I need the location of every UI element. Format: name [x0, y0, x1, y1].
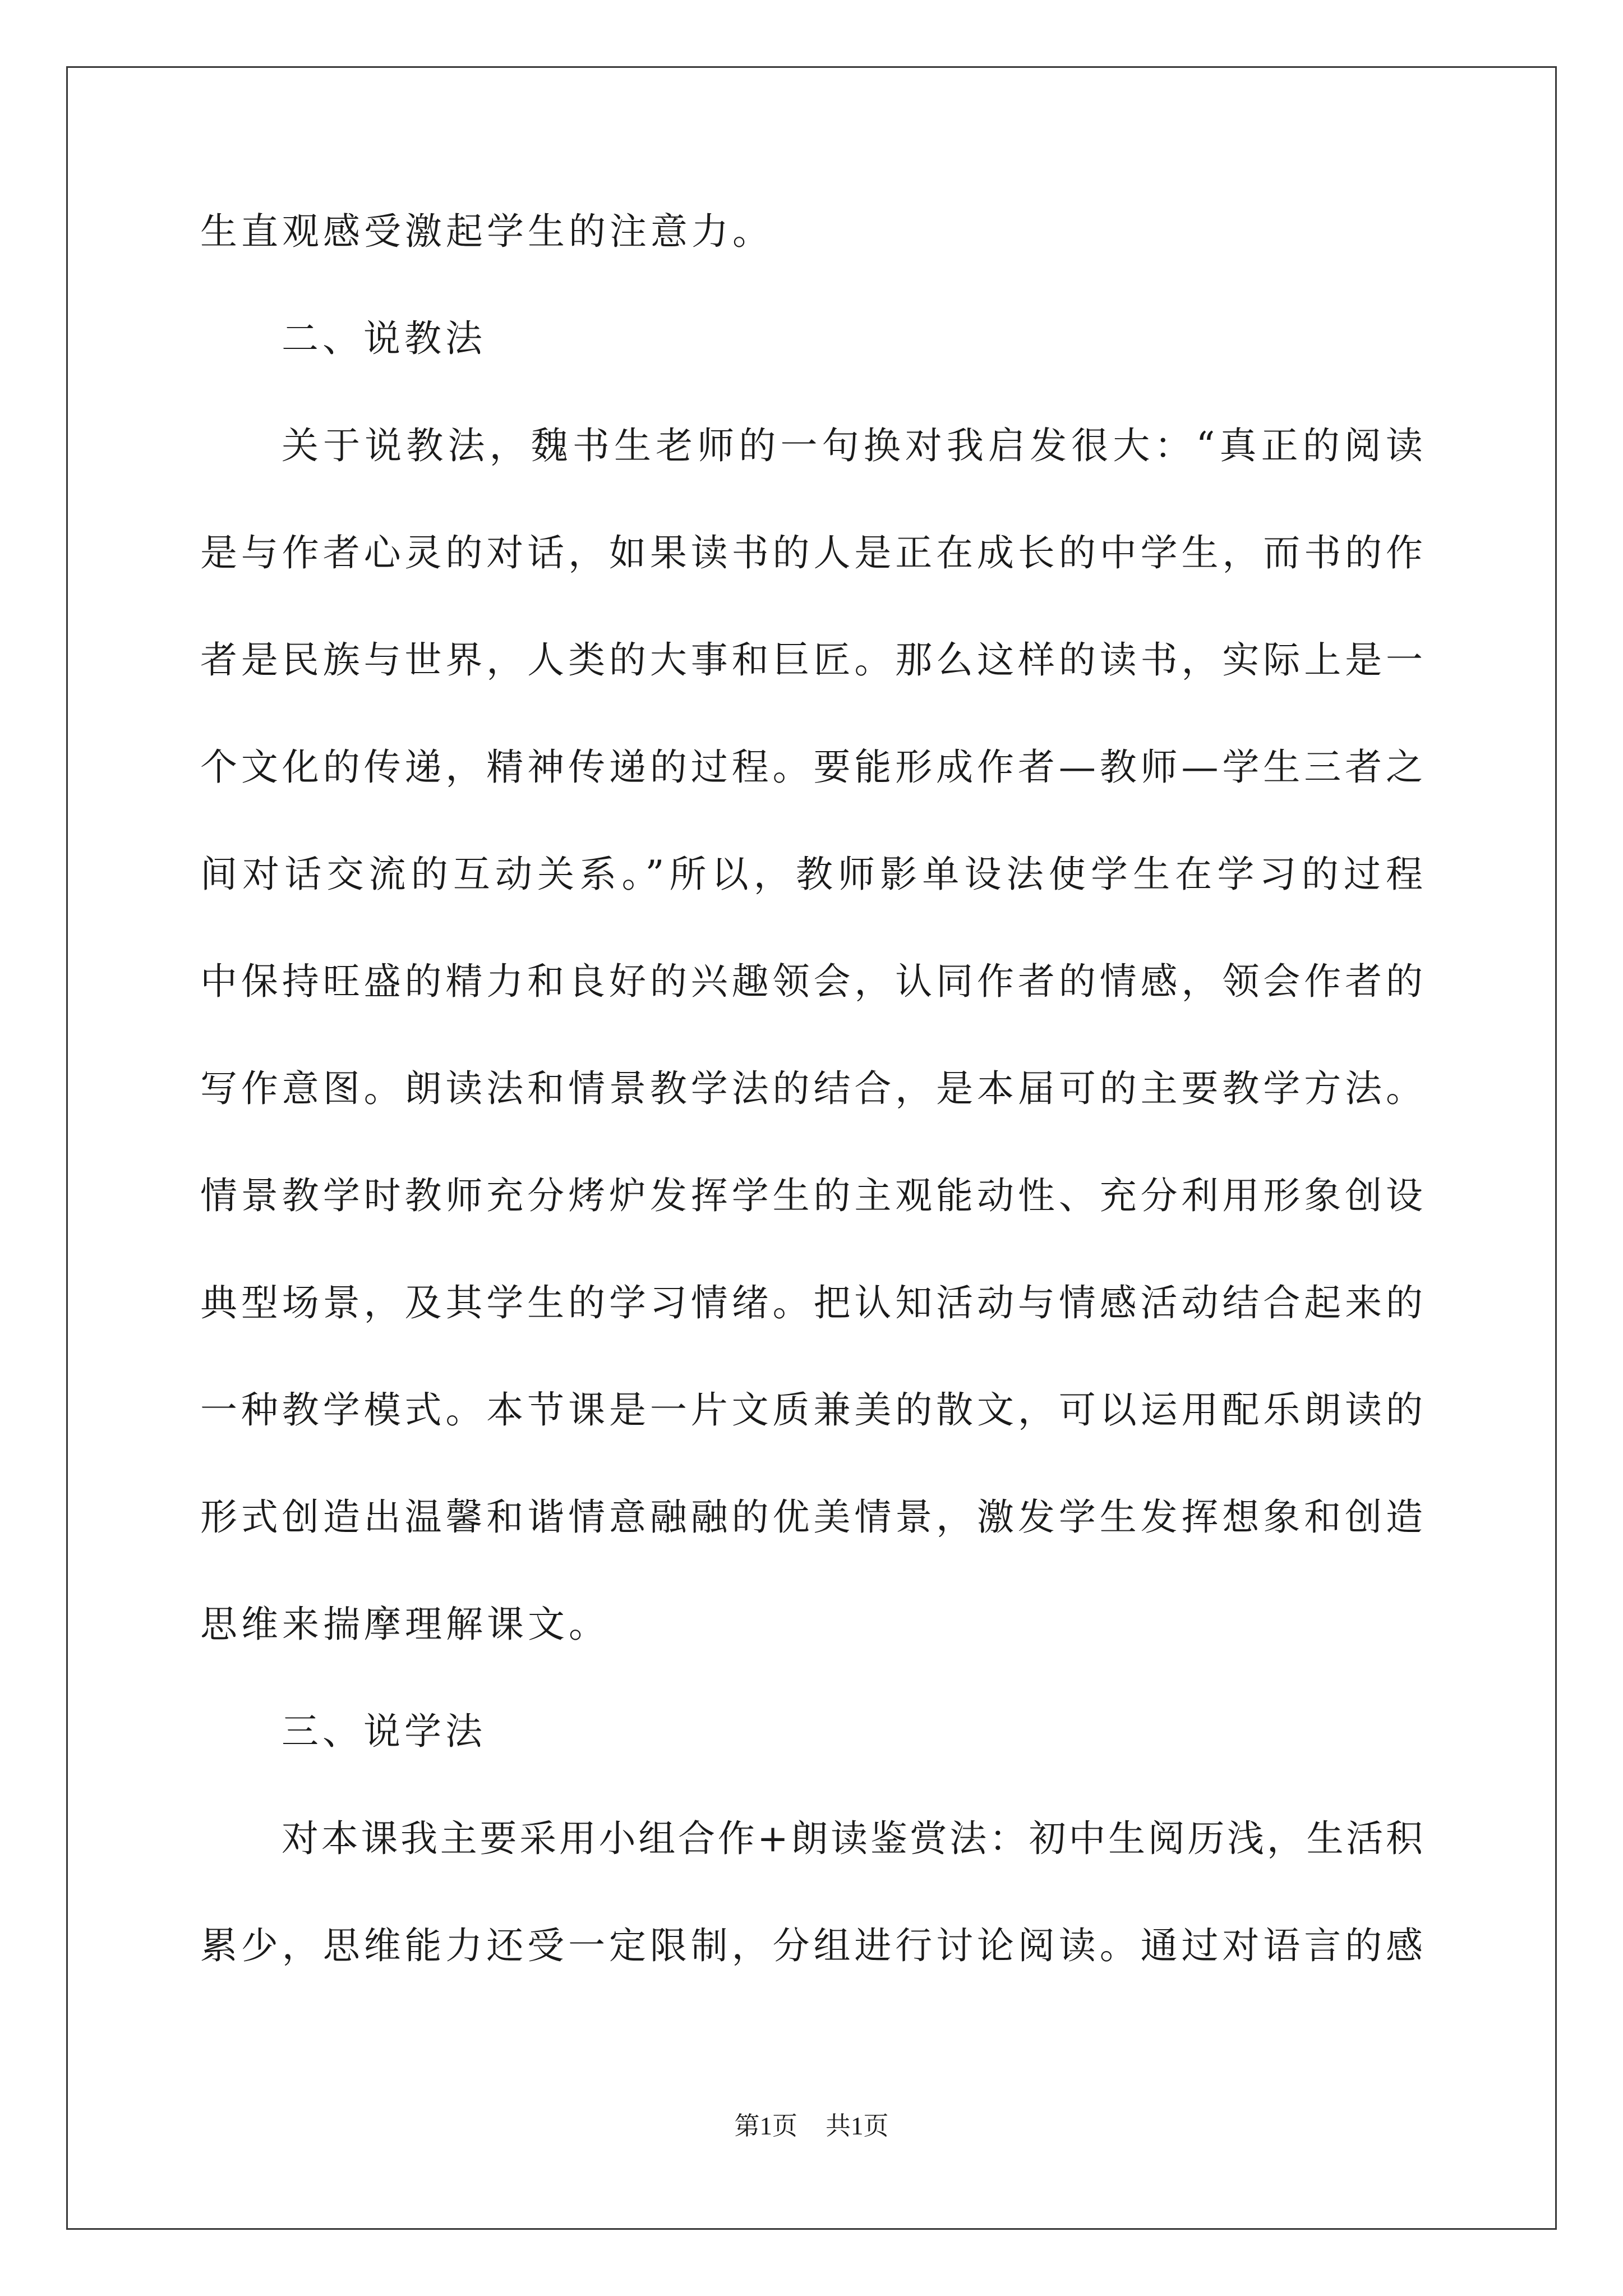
section-heading-teaching-method: 二、说教法	[282, 317, 486, 360]
paragraph-line: 间对话交流的互动关系。”所以，教师影单设法使学生在学习的过程	[200, 853, 1423, 896]
paragraph-line: 情景教学时教师充分烤炉发挥学生的主观能动性、充分利用形象创设	[200, 1174, 1423, 1217]
paragraph-line: 形式创造出温馨和谐情意融融的优美情景，激发学生发挥想象和创造	[200, 1496, 1423, 1539]
paragraph-line: 典型场景，及其学生的学习情绪。把认知活动与情感活动结合起来的	[200, 1281, 1423, 1324]
section-heading-learning-method: 三、说学法	[282, 1710, 486, 1753]
paragraph-line: 一种教学模式。本节课是一片文质兼美的散文，可以运用配乐朗读的	[200, 1388, 1423, 1432]
paragraph-line: 对本课我主要采用小组合作+朗读鉴赏法：初中生阅历浅，生活积	[282, 1817, 1423, 1860]
total-pages: 共1页	[826, 2112, 889, 2140]
paragraph-line: 中保持旺盛的精力和良好的兴趣领会，认同作者的情感，领会作者的	[200, 960, 1423, 1003]
page-footer	[0, 2112, 1623, 2140]
paragraph-line: 是与作者心灵的对话，如果读书的人是正在成长的中学生，而书的作	[200, 531, 1423, 574]
paragraph-line: 累少，思维能力还受一定限制，分组进行讨论阅读。通过对语言的感	[200, 1924, 1423, 1967]
paragraph-line: 关于说教法，魏书生老师的一句换对我启发很大：“真正的阅读	[282, 424, 1423, 467]
paragraph-line: 写作意图。朗读法和情景教学法的结合，是本届可的主要教学方法。	[200, 1067, 1423, 1110]
paragraph-line: 思维来揣摩理解课文。	[200, 1603, 610, 1646]
page-number: 第1页	[734, 2112, 797, 2140]
document-body	[200, 210, 1423, 2035]
paragraph-line: 个文化的传递，精神传递的过程。要能形成作者—教师—学生三者之	[200, 746, 1423, 789]
paragraph-line: 者是民族与世界，人类的大事和巨匠。那么这样的读书，实际上是一	[200, 638, 1423, 682]
paragraph-line: 生直观感受激起学生的注意力。	[200, 210, 773, 253]
